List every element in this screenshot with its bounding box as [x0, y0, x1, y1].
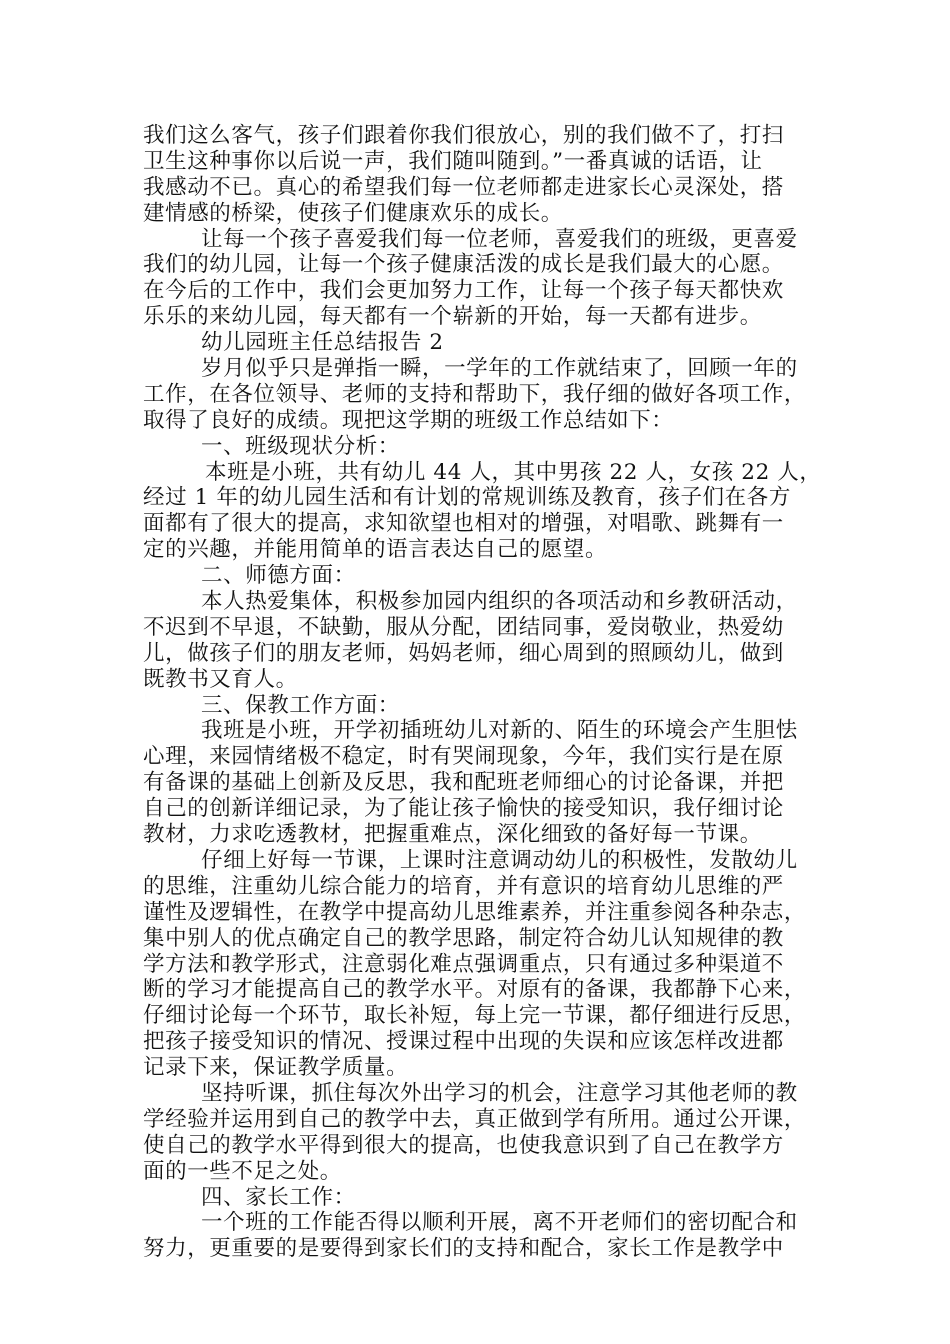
text-line: 面都有了很大的提高，求知欲望也相对的增强，对唱歌、跳舞有一 [143, 511, 784, 537]
text-line: 既教书又育人。 [143, 666, 298, 692]
text-line: 建情感的桥梁，使孩子们健康欢乐的成长。 [143, 200, 563, 226]
text-line: 有备课的基础上创新及反思，我和配班老师细心的讨论备课，并把 [143, 770, 784, 796]
text-line: 把孩子接受知识的情况、授课过程中出现的失误和应该怎样改进都 [143, 1029, 784, 1055]
text-line: 定的兴趣，并能用简单的语言表达自己的愿望。 [143, 537, 608, 563]
text-line: 三、保教工作方面： [201, 692, 400, 718]
text-line: 儿，做孩子们的朋友老师，妈妈老师，细心周到的照顾幼儿，做到 [143, 640, 784, 666]
text-line: 的思维，注重幼儿综合能力的培育，并有意识的培育幼儿思维的严 [143, 873, 784, 899]
text-line: 面的一些不足之处。 [143, 1158, 342, 1184]
text-line: 卫生这种事你以后说一声，我们随叫随到。”一番真诚的话语，让 [143, 148, 763, 174]
text-line: 一个班的工作能否得以顺利开展，离不开老师们的密切配合和 [201, 1210, 798, 1236]
text-line: 我班是小班，开学初插班幼儿对新的、陌生的环境会产生胆怯 [201, 718, 798, 744]
text-line: 二、师德方面： [201, 563, 356, 589]
text-line: 取得了良好的成绩。现把这学期的班级工作总结如下： [143, 407, 674, 433]
text-line: 心理，来园情绪极不稳定，时有哭闹现象，今年，我们实行是在原 [143, 744, 784, 770]
text-line: 四、家长工作： [201, 1184, 356, 1210]
text-line: 工作，在各位领导、老师的支持和帮助下，我仔细的做好各项工作， [143, 381, 807, 407]
text-line: 学经验并运用到自己的教学中去，真正做到学有所用。通过公开课， [143, 1106, 807, 1132]
text-line: 使自己的教学水平得到很大的提高，也使我意识到了自己在教学方 [143, 1132, 784, 1158]
text-line: 我感动不已。真心的希望我们每一位老师都走进家长心灵深处，搭 [143, 174, 784, 200]
text-line: 断的学习才能提高自己的教学水平。对原有的备课，我都静下心来， [143, 977, 807, 1003]
text-line: 不迟到不早退，不缺勤，服从分配，团结同事，爱岗敬业，热爱幼 [143, 614, 784, 640]
text-line: 自己的创新详细记录，为了能让孩子愉快的接受知识，我仔细讨论 [143, 796, 784, 822]
text-line: 在今后的工作中，我们会更加努力工作，让每一个孩子每天都快欢 [143, 278, 784, 304]
text-line: 幼儿园班主任总结报告 2 [201, 330, 444, 356]
text-line: 学方法和教学形式，注意弱化难点强调重点，只有通过多种渠道不 [143, 951, 784, 977]
text-line: 谨性及逻辑性，在教学中提高幼儿思维素养，并注重参阅各种杂志， [143, 899, 807, 925]
text-line: 我们这么客气，孩子们跟着你我们很放心，别的我们做不了，打扫 [143, 123, 784, 148]
text-line: 坚持听课，抓住每次外出学习的机会，注意学习其他老师的教 [201, 1080, 798, 1106]
text-line: 让每一个孩子喜爱我们每一位老师，喜爱我们的班级，更喜爱 [201, 226, 798, 252]
text-line: 仔细上好每一节课，上课时注意调动幼儿的积极性，发散幼儿 [201, 847, 798, 873]
text-line: 我们的幼儿园，让每一个孩子健康活泼的成长是我们最大的心愿。 [143, 252, 784, 278]
text-line: 记录下来，保证教学质量。 [143, 1055, 409, 1081]
text-line: 仔细讨论每一个环节，取长补短，每上完一节课，都仔细进行反思， [143, 1003, 807, 1029]
text-line: 经过 1 年的幼儿园生活和有计划的常规训练及教育，孩子们在各方 [143, 485, 791, 511]
text-line: 教材，力求吃透教材，把握重难点，深化细致的备好每一节课。 [143, 822, 762, 848]
text-line: 乐乐的来幼儿园，每天都有一个崭新的开始，每一天都有进步。 [143, 304, 762, 330]
text-line: 一、班级现状分析： [201, 433, 400, 459]
document-page [143, 123, 822, 1262]
text-line: 努力，更重要的是要得到家长们的支持和配合，家长工作是教学中 [143, 1236, 784, 1262]
text-line: 集中别人的优点确定自己的教学思路，制定符合幼儿认知规律的教 [143, 925, 784, 951]
text-line: 本人热爱集体，积极参加园内组织的各项活动和乡教研活动， [201, 589, 798, 615]
text-line: 本班是小班，共有幼儿 44 人，其中男孩 22 人，女孩 22 人， [205, 459, 822, 485]
text-line: 岁月似乎只是弹指一瞬，一学年的工作就结束了，回顾一年的 [201, 356, 798, 382]
